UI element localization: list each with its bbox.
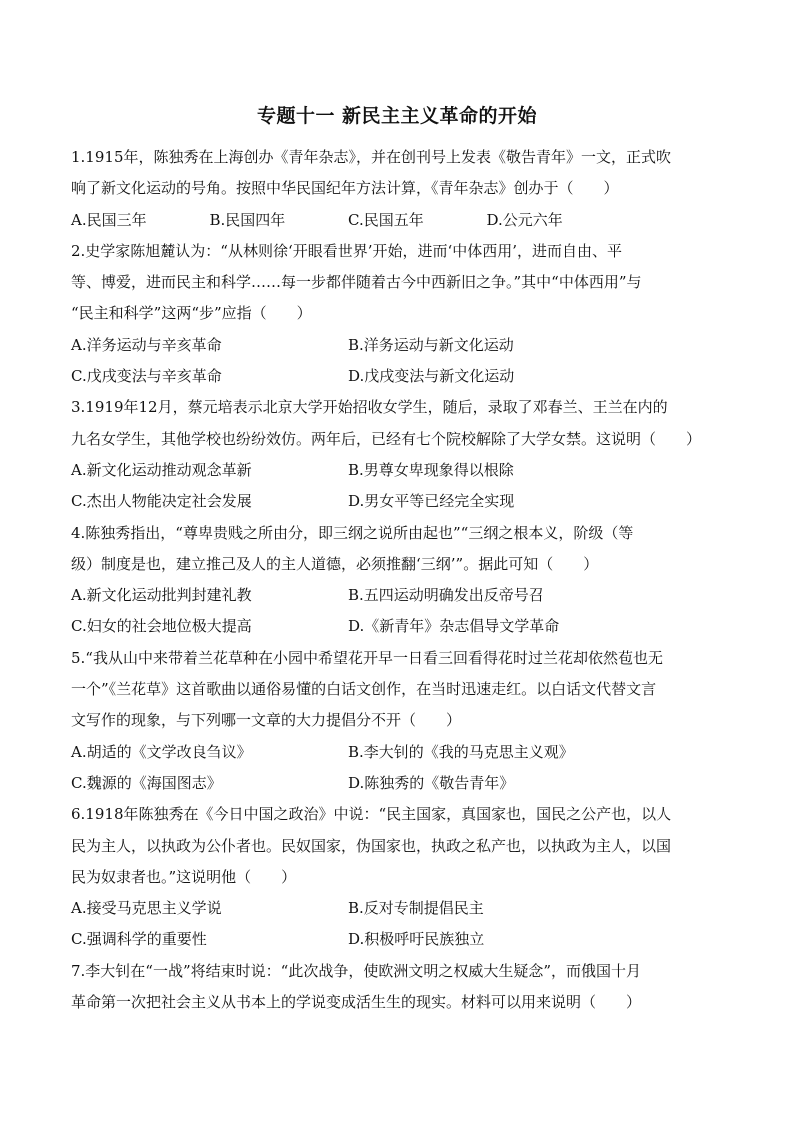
option-b: B.男尊女卑现象得以根除 <box>348 460 514 479</box>
options-row <box>71 580 723 611</box>
option-c: C.妇女的社会地位极大提高 <box>71 617 252 636</box>
option-d: D.男女平等已经完全实现 <box>348 492 515 511</box>
option-d: D.戊戌变法与新文化运动 <box>348 367 515 386</box>
option-c: C.戊戌变法与辛亥革命 <box>71 367 222 386</box>
question-2 <box>71 236 723 392</box>
question-text-line: 等、博爱，进而民主和科学……每一步都伴随着古今中西新旧之争。”其中“中体西用”与 <box>71 273 642 292</box>
options-row <box>71 486 723 517</box>
option-b: B.李大钊的《我的马克思主义观》 <box>348 742 574 761</box>
question-text-line: 一个”《兰花草》这首歌曲以通俗易懂的白话文创作，在当时迅速走红。以白话文代替文言 <box>71 680 657 699</box>
options-row <box>71 611 723 642</box>
question-text-line: 7.李大钊在“一战”将结束时说：“此次战争，使欧洲文明之权威大生疑念”，而俄国十月 <box>71 961 641 980</box>
question-text-line: 5.“我从山中来带着兰花草种在小园中希望花开早一日看三回看得花时过兰花却依然苞也无 <box>71 648 663 667</box>
options-row <box>71 924 723 955</box>
options-row <box>71 768 723 799</box>
question-text-line: 1.1915年，陈独秀在上海创办《青年杂志》，并在创刊号上发表《敬告青年》一文，正式吹 <box>71 148 671 166</box>
question-7 <box>71 956 723 1019</box>
option-a: A.洋务运动与辛亥革命 <box>71 335 222 354</box>
option-b: B.五四运动明确发出反帝号召 <box>348 586 544 605</box>
option-a: A.接受马克思主义学说 <box>71 899 222 918</box>
question-text-line: 文写作的现象，与下列哪一文章的大力提倡分不开（ ） <box>71 711 462 730</box>
option-d: D.陈独秀的《敬告青年》 <box>348 773 515 792</box>
question-text-line: 九名女学生，其他学校也纷纷效仿。两年后，已经有七个院校解除了大学女禁。这说明（ ） <box>71 429 702 448</box>
question-3 <box>71 392 723 517</box>
option-c: C.民国五年 <box>348 210 424 229</box>
option-c: C.魏源的《海国图志》 <box>71 773 222 792</box>
question-text-line: 民为奴隶者也。”这说明他（ ） <box>71 867 297 886</box>
options-row <box>71 361 723 392</box>
question-list <box>71 142 723 1018</box>
question-text-line: 民为主人，以执政为公仆者也。民奴国家，伪国家也，执政之私产也，以执政为主人，以国 <box>71 836 672 855</box>
question-4 <box>71 518 723 643</box>
options-row <box>71 455 723 486</box>
option-b: B.洋务运动与新文化运动 <box>348 335 514 354</box>
question-text-line: 3.1919年12月，蔡元培表示北京大学开始招收女学生，随后，录取了邓春兰、王兰在内的 <box>71 398 668 417</box>
question-text-line: 6.1918年陈独秀在《今日中国之政治》中说：“民主国家，真国家也，国民之公产也，以人 <box>71 805 672 824</box>
question-text-line: “民主和科学”这两“步”应指（ ） <box>71 304 312 323</box>
options-row <box>71 737 723 768</box>
options-row <box>71 205 723 236</box>
option-a: A.胡适的《文学改良刍议》 <box>71 742 252 761</box>
question-1 <box>71 142 723 236</box>
options-row <box>71 330 723 361</box>
option-c: C.杰出人物能决定社会发展 <box>71 492 252 511</box>
option-d: D.公元六年 <box>486 210 563 229</box>
question-text-line: 2.史学家陈旭麓认为：“从林则徐‘开眼看世界’开始，进而‘中体西用’，进而自由、平 <box>71 241 623 260</box>
option-a: A.新文化运动批判封建礼教 <box>71 586 252 605</box>
option-b: B.民国四年 <box>209 210 286 229</box>
question-5 <box>71 643 723 799</box>
option-a: A.民国三年 <box>71 210 147 229</box>
question-text-line: 级）制度是也，建立推己及人的主人道德，必须推翻‘三纲’”。据此可知（ ） <box>71 554 599 573</box>
page-title: 专题十一 新民主主义革命的开始 <box>256 105 538 127</box>
options-row <box>71 893 723 924</box>
option-a: A.新文化运动推动观念革新 <box>71 460 252 479</box>
question-text-line: 革命第一次把社会主义从书本上的学说变成活生生的现实。材料可以用来说明（ ） <box>71 993 642 1012</box>
question-text-line: 4.陈独秀指出，“尊卑贵贱之所由分，即三纲之说所由起也”“三纲之根本义，阶级（等 <box>71 523 634 542</box>
question-6 <box>71 799 723 955</box>
option-c: C.强调科学的重要性 <box>71 930 207 949</box>
option-d: D.《新青年》杂志倡导文学革命 <box>348 617 560 636</box>
option-d: D.积极呼吁民族独立 <box>348 930 485 949</box>
question-text-line: 响了新文化运动的号角。按照中华民国纪年方法计算，《青年杂志》创办于（ ） <box>71 179 619 198</box>
option-b: B.反对专制提倡民主 <box>348 899 484 918</box>
